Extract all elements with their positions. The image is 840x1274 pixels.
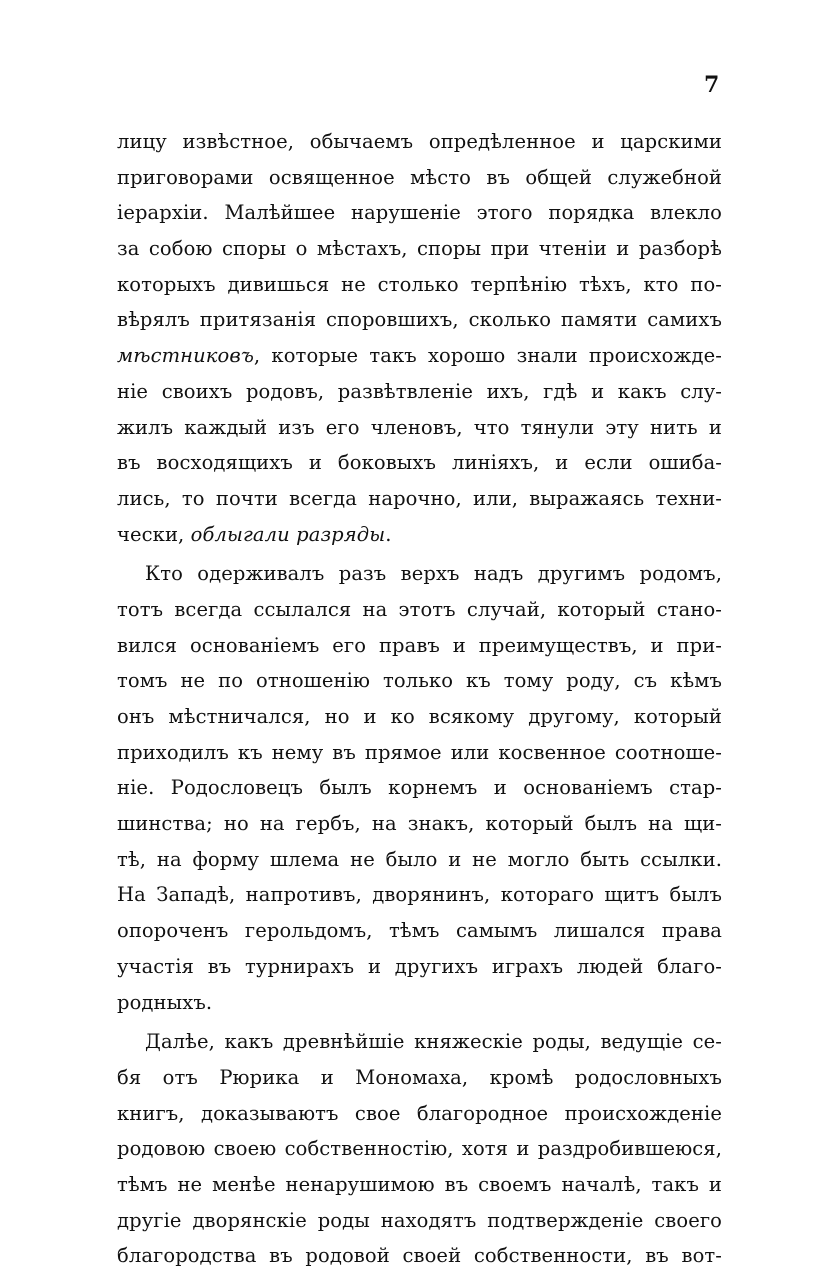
text-line: iерархiи. Малѣйшее нарушенiе этого порядка влекло [117, 201, 722, 225]
text-line [117, 517, 722, 553]
text-line: книгъ, доказываютъ свое благородное происхожденiе [117, 1101, 722, 1125]
text-line: которыхъ дивишься не столько терпѣнiю тѣхъ, кто по- [117, 272, 722, 296]
text-line: приходилъ къ нему въ прямое или косвенное соотноше- [117, 740, 722, 764]
text-line: жилъ каждый изъ его членовъ, что тянули эту нить и [117, 415, 722, 439]
text-line: родныхъ. [117, 990, 213, 1014]
body-text [117, 124, 722, 1274]
text-line: приговорами освященное мѣсто въ общей служебной [117, 165, 722, 189]
text-segment: , которые такъ хорошо знали происхожде- [253, 344, 722, 368]
italic-term: мѣстниковъ [117, 344, 254, 368]
text-line: въ восходящихъ и боковыхъ линiяхъ, и если ошиба- [117, 451, 722, 475]
text-line: шинства; но на гербъ, на знакъ, который былъ на щи- [117, 812, 722, 836]
text-line: нiе. Родословецъ былъ корнемъ и основанiемъ стар- [117, 776, 722, 800]
paragraph [117, 556, 722, 1020]
text-line [117, 338, 722, 374]
text-line: родовою своею собственностiю, хотя и раздробившеюся, [117, 1137, 722, 1161]
text-line: другiе дворянскiе роды находятъ подтвержденiе своего [117, 1208, 722, 1232]
text-line: тѣ, на форму шлема не было и не могло быть ссылки. [117, 847, 722, 871]
text-line: вился основанiемъ его правъ и преимуществъ, и при- [117, 633, 722, 657]
text-line: за собою споры о мѣстахъ, споры при чтенiи и разборѣ [117, 237, 722, 261]
text-line: опороченъ герольдомъ, тѣмъ самымъ лишался права [117, 919, 722, 943]
text-line: Далѣе, какъ древнѣйшiе княжескiе роды, ведущiе се- [145, 1030, 722, 1054]
text-line: онъ мѣстничался, но и ко всякому другому, который [117, 705, 722, 728]
text-line: томъ не по отношенiю только къ тому роду, съ кѣмъ [117, 669, 722, 693]
text-line: вѣрялъ притязанiя споровшихъ, сколько памяти самихъ [117, 308, 722, 332]
text-line: лись, то почти всегда нарочно, или, выражаясь техни- [117, 486, 722, 510]
text-line: Кто одерживалъ разъ верхъ надъ другимъ родомъ, [145, 562, 722, 586]
text-line: бя отъ Рюрика и Мономаха, кромѣ родословныхъ [117, 1065, 722, 1089]
text-line: нiе своихъ родовъ, развѣтвленiе ихъ, гдѣ и какъ слу- [117, 379, 722, 403]
text-line: участiя въ турнирахъ и другихъ играхъ людей благо- [117, 954, 722, 978]
text-segment: чески, [117, 522, 191, 546]
text-line: На Западѣ, напротивъ, дворянинъ, котораго щитъ былъ [117, 883, 722, 907]
paragraph [117, 1024, 722, 1274]
text-line: благородства въ родовой своей собственности, въ вот- [117, 1244, 722, 1268]
text-line: тѣмъ не менѣе ненарушимою въ своемъ началѣ, такъ и [117, 1172, 722, 1196]
text-line: лицу извѣстное, обычаемъ опредѣленное и царскими [117, 130, 722, 153]
paragraph [117, 124, 722, 552]
italic-term: облыгали разряды [190, 522, 386, 546]
text-segment: . [385, 522, 392, 546]
page-number: 7 [704, 72, 720, 98]
text-line: тотъ всегда ссылался на этотъ случай, который стано- [117, 597, 722, 621]
